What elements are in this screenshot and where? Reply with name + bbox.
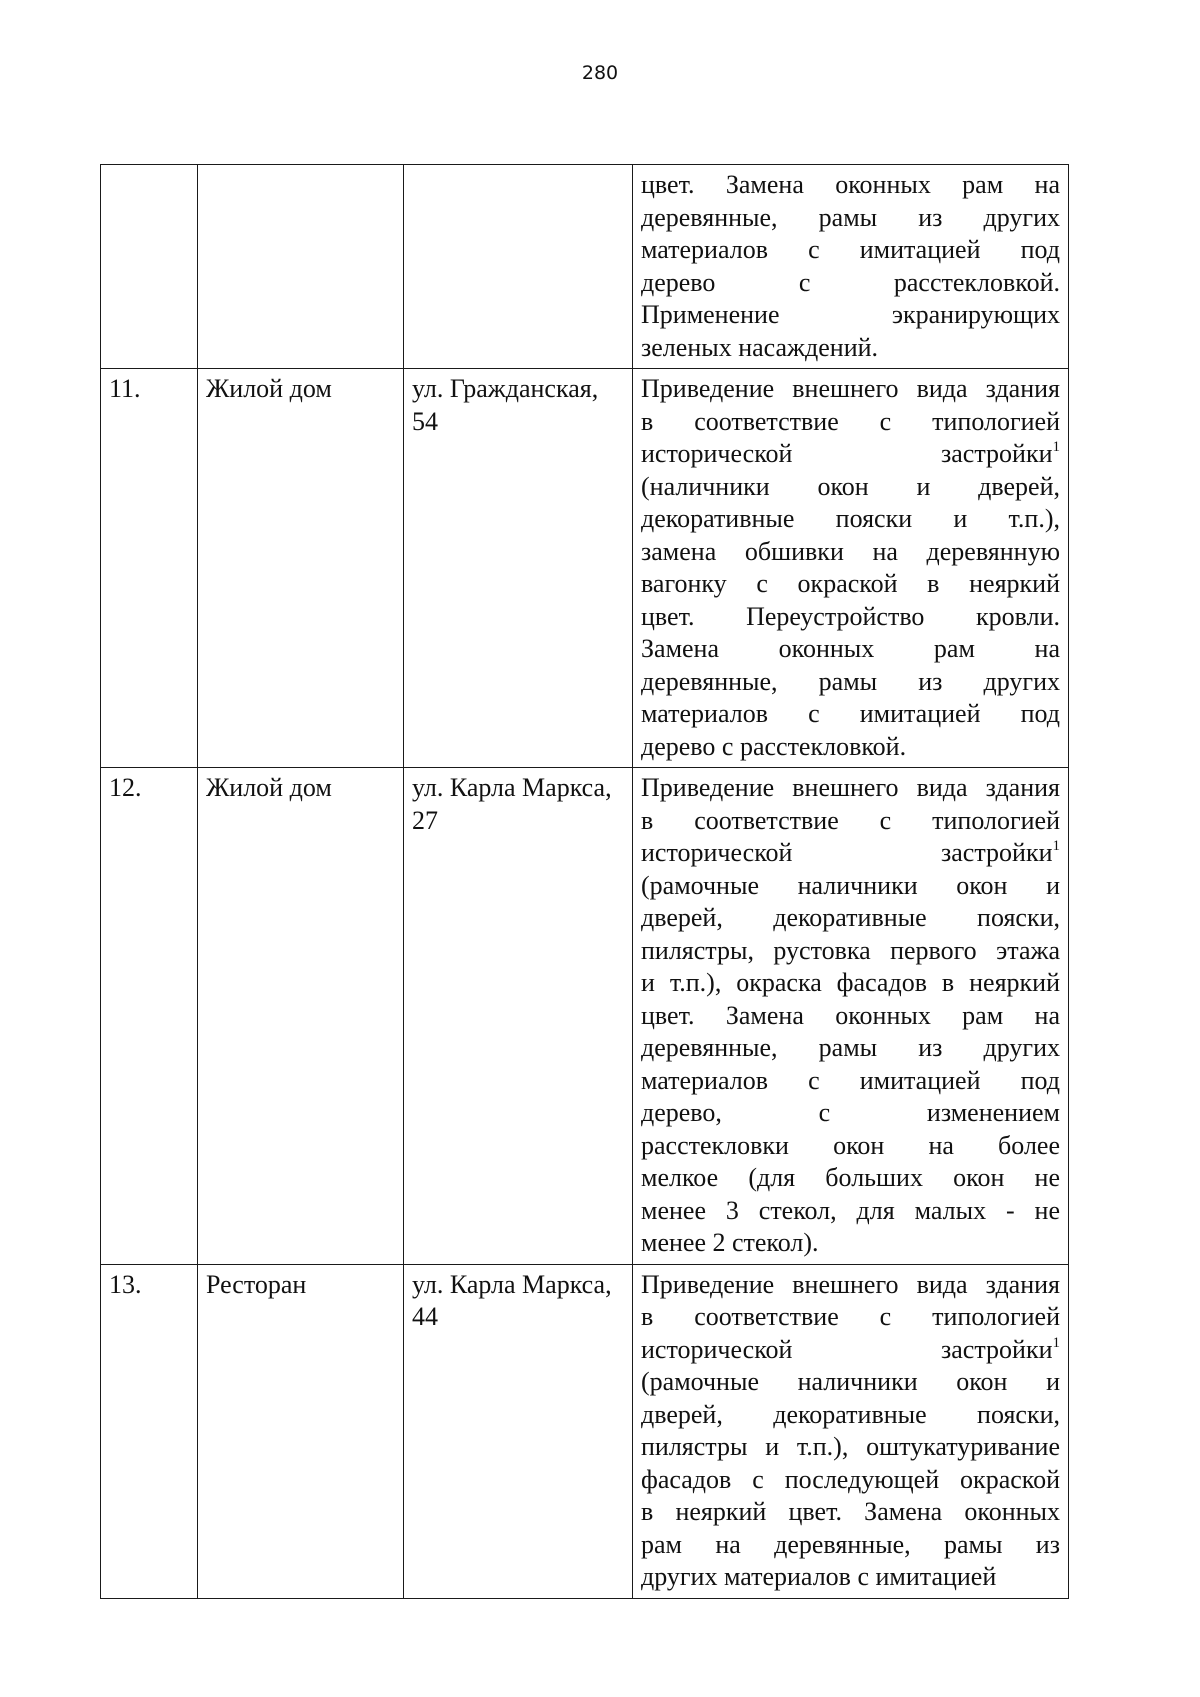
table-row [101, 369, 1069, 768]
description-line: цвет. Замена оконных рам на [641, 170, 1060, 199]
footnote-marker: 1 [1052, 439, 1060, 455]
description-line: мелкое (для больших окон не [641, 1163, 1060, 1192]
description-line: дверей, декоративные пояски, [641, 1399, 1060, 1429]
description-line: Приведение внешнего вида здания [641, 773, 1060, 802]
description-line: Применение экранирующих [641, 300, 1060, 329]
row-number-cell [101, 165, 198, 369]
description-line: Приведение внешнего вида здания [641, 374, 1060, 403]
description-line: дерево, с изменением [641, 1098, 1060, 1127]
row-number-cell: 13. [101, 1264, 198, 1598]
description-line: исторической застройки$^1$ [641, 838, 1060, 867]
description-cell [633, 165, 1069, 369]
description-line: менее 2 стекол). [641, 1228, 819, 1257]
description-line: деревянные, рамы из других [641, 1033, 1060, 1062]
description-line: зеленых насаждений. [641, 332, 879, 362]
description-line: пилястры и т.п.), оштукатуривание [641, 1432, 1060, 1461]
address-cell: ул. Карла Маркса, 27 [404, 768, 633, 1265]
description-line: дерево с расстекловкой. [641, 731, 907, 761]
object-name-cell: Жилой дом [198, 369, 404, 768]
objects-table [100, 164, 1069, 1599]
object-name-cell: Ресторан [198, 1264, 404, 1598]
address-cell: ул. Гражданская, 54 [404, 369, 633, 768]
description-cell [633, 768, 1069, 1265]
table-row [101, 768, 1069, 1265]
description-line: (наличники окон и дверей, [641, 471, 1060, 501]
description-line: других материалов с имитацией [641, 1562, 997, 1591]
address-cell [404, 165, 633, 369]
description-line: расстекловки окон на более [641, 1130, 1060, 1160]
description-line: декоративные пояски и т.п.), [641, 504, 1060, 533]
description-line: материалов с имитацией под [641, 699, 1060, 728]
description-line: вагонку с окраской в неяркий [641, 569, 1060, 598]
table-row [101, 1264, 1069, 1598]
row-number-cell: 11. [101, 369, 198, 768]
description-line: замена обшивки на деревянную [641, 536, 1060, 566]
footnote-marker: 1 [1052, 1334, 1060, 1351]
description-line: менее 3 стекол, для малых - не [641, 1195, 1060, 1225]
description-cell [633, 1264, 1069, 1598]
description-line: дверей, декоративные пояски, [641, 903, 1060, 932]
description-line: деревянные, рамы из других [641, 202, 1060, 232]
page-number: 280 [581, 62, 619, 84]
description-line: материалов с имитацией под [641, 235, 1060, 264]
description-line: в соответствие с типологией [641, 406, 1060, 436]
description-line: дерево с расстекловкой. [641, 267, 1060, 297]
object-name-cell: Жилой дом [198, 768, 404, 1265]
description-line: цвет. Переустройство кровли. [641, 601, 1060, 631]
description-line: исторической застройки$^1$ [641, 1334, 1060, 1364]
description-line: и т.п.), окраска фасадов в неяркий [641, 968, 1060, 997]
description-line: в неяркий цвет. Замена оконных [641, 1497, 1060, 1526]
description-line: пилястры, рустовка первого этажа [641, 935, 1060, 965]
footnote-marker: 1 [1052, 838, 1060, 854]
description-line: Приведение внешнего вида здания [641, 1269, 1060, 1299]
description-line: в соответствие с типологией [641, 1302, 1060, 1331]
description-line: в соответствие с типологией [641, 805, 1060, 835]
description-cell [633, 369, 1069, 768]
description-line: цвет. Замена оконных рам на [641, 1000, 1060, 1030]
description-line: фасадов с последующей окраской [641, 1464, 1060, 1494]
description-line: материалов с имитацией под [641, 1065, 1060, 1095]
description-line: (рамочные наличники окон и [641, 1367, 1060, 1396]
description-line: деревянные, рамы из других [641, 666, 1060, 696]
address-cell: ул. Карла Маркса, 44 [404, 1264, 633, 1598]
description-line: Замена оконных рам на [641, 634, 1060, 663]
table-body [101, 165, 1069, 1599]
description-line: исторической застройки$^1$ [641, 439, 1060, 468]
object-name-cell [198, 165, 404, 369]
row-number-cell: 12. [101, 768, 198, 1265]
table-row [101, 165, 1069, 369]
description-line: рам на деревянные, рамы из [641, 1529, 1060, 1559]
description-line: (рамочные наличники окон и [641, 870, 1060, 900]
